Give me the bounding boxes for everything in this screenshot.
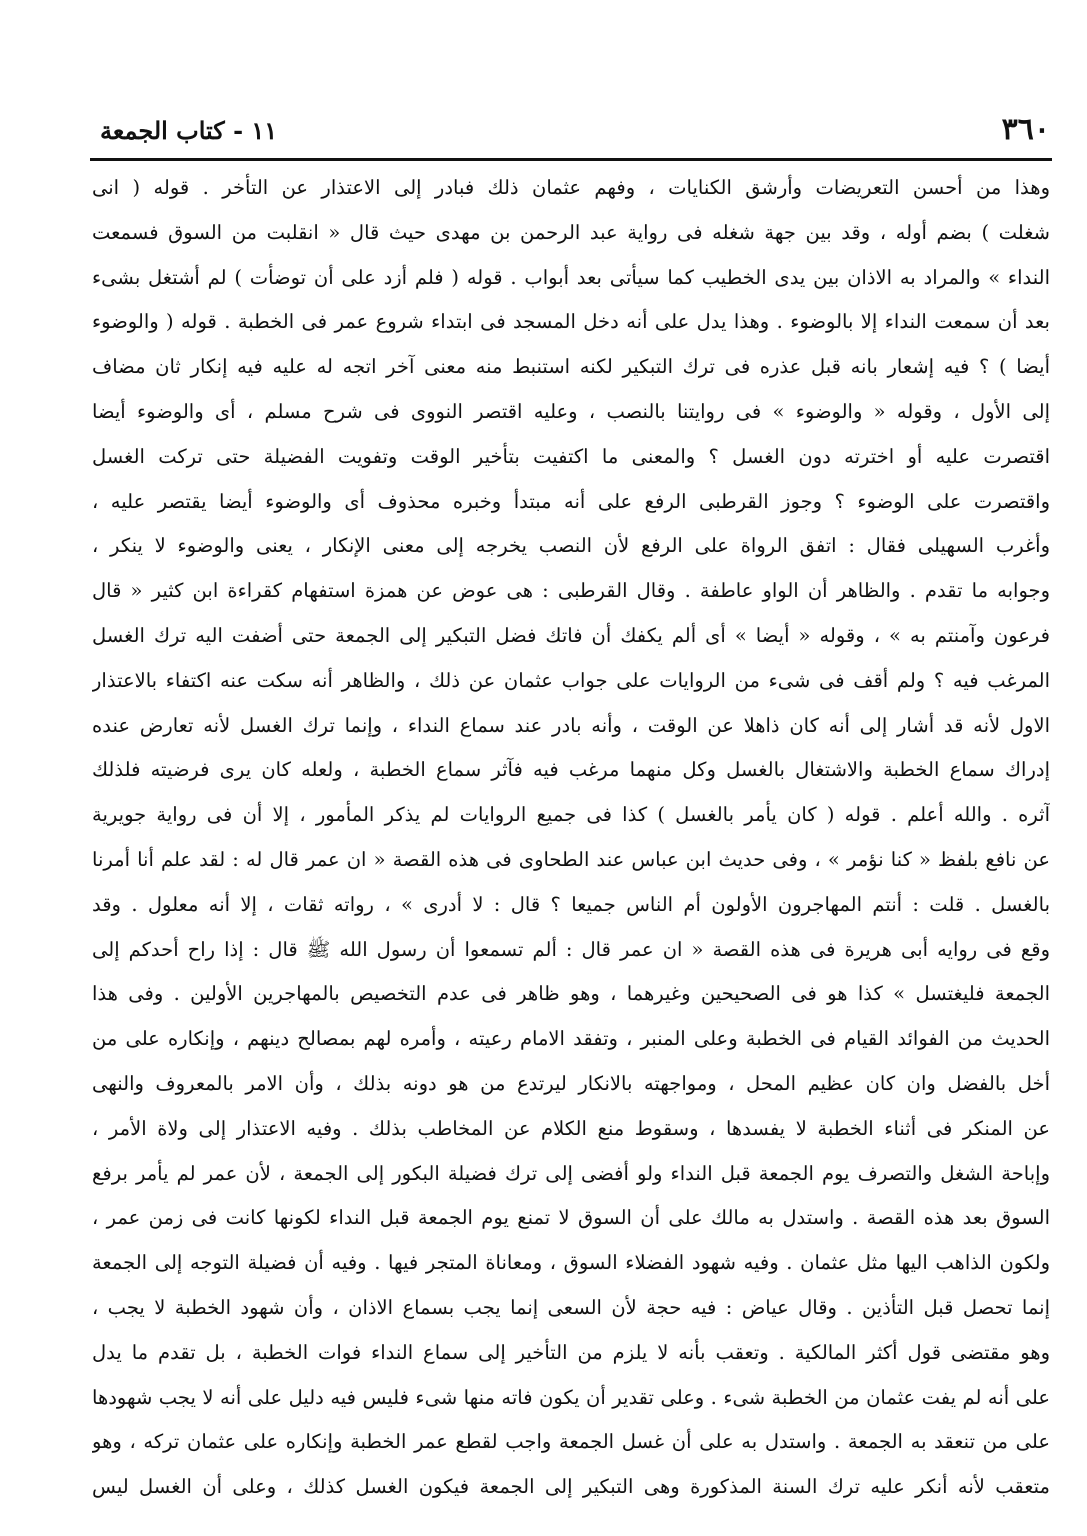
text-line: ولكون الذاهب اليها مثل عثمان . وفيه شهود الفضلاء السوق ، ومعاناة المتجر فيها . وفيه أن فضيلة التوجه إلى الجمعة (92, 1251, 1050, 1275)
text-line: عن المنكر فى أثناء الخطبة لا يفسدها ، وسقوط منع الكلام عن المخاطب بذلك . وفيه الاعتذار إلى ولاة الأمر ، (92, 1116, 1050, 1140)
running-title: ١١ - كتاب الجمعة (100, 116, 278, 145)
text-line: الجمعة فليغتسل » كذا هو فى الصحيحين وغيرهما ، وهو ظاهر فى عدم التخصيص بالمهاجرين الأولين . وفى هذا (92, 982, 1050, 1006)
text-line: وجوابه ما تقدم . والظاهر أن الواو عاطفة . وقال القرطبى : هى عوض عن همزة استفهام كقراءة ابن كثير « قال (92, 579, 1050, 603)
text-line: وقع فى روايه أبى هريرة فى هذه القصة « ان عمر قال : ألم تسمعوا أن رسول الله ﷺ قال : إذا راح أحدكم إلى (92, 937, 1050, 961)
text-line: وأغرب السهيلى فقال : اتفق الرواة على الرفع لأن النصب يخرجه إلى معنى الإنكار ، يعنى والوضوء لا ينكر ، (92, 534, 1050, 558)
body-text (92, 166, 1050, 1510)
text-line: الاول لأنه قد أشار إلى أنه كان ذاهلا عن الوقت ، وأنه بادر عند سماع النداء ، وإنما ترك الغسل لأنه تعارض عنده (92, 713, 1050, 737)
text-line: واقتصرت على الوضوء ؟ وجوز القرطبى الرفع على أنه مبتدأ وخبره محذوف أى والوضوء أيضا يقتصر عليه ، (92, 489, 1050, 513)
text-line: بالغسل . قلت : أنتم المهاجرون الأولون أم الناس جميعا ؟ قال : لا أدرى » ، رواته ثقات ، إلا أنه معلول . وقد (92, 892, 1050, 916)
text-line: بعد أن سمعت النداء إلا بالوضوء . وهذا يدل على أنه دخل المسجد فى ابتداء شروع عمر فى الخطبة . قوله ( والوضوء (92, 310, 1050, 334)
text-line: إنما تحصل قبل التأذين . وقال عياض : فيه حجة لأن السعى إنما يجب بسماع الاذان ، وأن شهود الخطبة لا يجب ، (92, 1295, 1050, 1319)
text-line: إلى الأول ، وقوله « والوضوء » فى روايتنا بالنصب ، وعليه اقتصر النووى فى شرح مسلم ، أى والوضوء أيضا (92, 399, 1050, 423)
text-line: على أنه لم يفت عثمان من الخطبة شىء . وعلى تقدير أن يكون فاته منها شىء فليس فيه دليل على أنه لا يجب شهودها (92, 1385, 1050, 1409)
text-line: أيضا ) ؟ فيه إشعار بانه قبل عذره فى ترك التبكير لكنه استنبط منه معنى آخر اتجه له عليه فيه إنكار ثان مضاف (92, 355, 1050, 379)
text-line: فرعون وآمنتم به » ، وقوله « أيضا » أى ألم يكفك أن فاتك فضل التبكير إلى الجمعة حتى أضفت اليه ترك الغسل (92, 623, 1050, 647)
text-line: الحديث من الفوائد القيام فى الخطبة وعلى المنبر ، وتفقد الامام رعيته ، وأمره لهم بمصالح دينهم ، وإنكاره على من (92, 1027, 1050, 1051)
text-line: على من تنعقد به الجمعة . واستدل به على أن غسل الجمعة واجب لقطع عمر الخطبة وإنكاره على عثمان تركه ، وهو (92, 1430, 1050, 1454)
text-line: السوق بعد هذه القصة . واستدل به مالك على أن السوق لا تمنع يوم الجمعة قبل النداء لكونها كانت فى زمن عمر ، (92, 1206, 1050, 1230)
text-line: آثره . والله أعلم . قوله ( كان يأمر بالغسل ) كذا فى جميع الروايات لم يذكر المأمور ، إلا أن فى رواية جويرية (92, 803, 1050, 827)
text-line: عن نافع بلفظ « كنا نؤمر » ، وفى حديث ابن عباس عند الطحاوى فى هذه القصة « ان عمر قال له : لقد علم أنا أمرنا (92, 847, 1050, 871)
text-line: وهذا من أحسن التعريضات وأرشق الكنايات ، وفهم عثمان ذلك فبادر إلى الاعتذار عن التأخر . قوله ( انى (92, 176, 1050, 199)
text-line: وهو مقتضى قول أكثر المالكية . وتعقب بأنه لا يلزم من التأخير إلى سماع النداء فوات الخطبة ، بل تقدم ما يدل (92, 1340, 1050, 1364)
text-line: إدراك سماع الخطبة والاشتغال بالغسل وكل منهما مرغب فيه فآثر سماع الخطبة ، ولعله كان يرى فرضيته فلذلك (92, 758, 1050, 782)
text-line: المرغب فيه ؟ ولم أقف فى شىء من الروايات على جواب عثمان عن ذلك ، والظاهر أنه سكت عنه اكتفاء بالاعتذار (92, 668, 1050, 692)
text-line: النداء » والمراد به الاذان بين يدى الخطيب كما سيأتى بعد أبواب . قوله ( فلم أزد على أن توضأت ) لم أشتغل بشىء (92, 265, 1050, 289)
text-line: أخل بالفضل وان كان عظيم المحل ، ومواجهته بالانكار ليرتدع من هو دونه بذلك ، وأن الامر بالمعروف والنهى (92, 1071, 1050, 1095)
page-number: ٣٦٠ (1001, 112, 1050, 147)
text-line: اقتصرت عليه أو اخترته دون الغسل ؟ والمعنى ما اكتفيت بتأخير الوقت وتفويت الفضيلة حتى تركت الغسل (92, 444, 1050, 468)
text-line: وإباحة الشغل والتصرف يوم الجمعة قبل النداء ولو أفضى إلى ترك فضيلة البكور إلى الجمعة ، لأن عمر لم يأمر برفع (92, 1161, 1050, 1185)
text-line: متعقب لأنه أنكر عليه ترك السنة المذكورة وهى التبكير إلى الجمعة فيكون الغسل كذلك ، وعلى أن الغسل ليس (92, 1475, 1050, 1499)
text-line: شغلت ) بضم أوله ، وقد بين جهة شغله فى رواية عبد الرحمن بن مهدى حيث قال « انقلبت من السوق فسمعت (92, 220, 1050, 244)
header-rule (90, 158, 1052, 161)
page-header (92, 112, 1050, 152)
